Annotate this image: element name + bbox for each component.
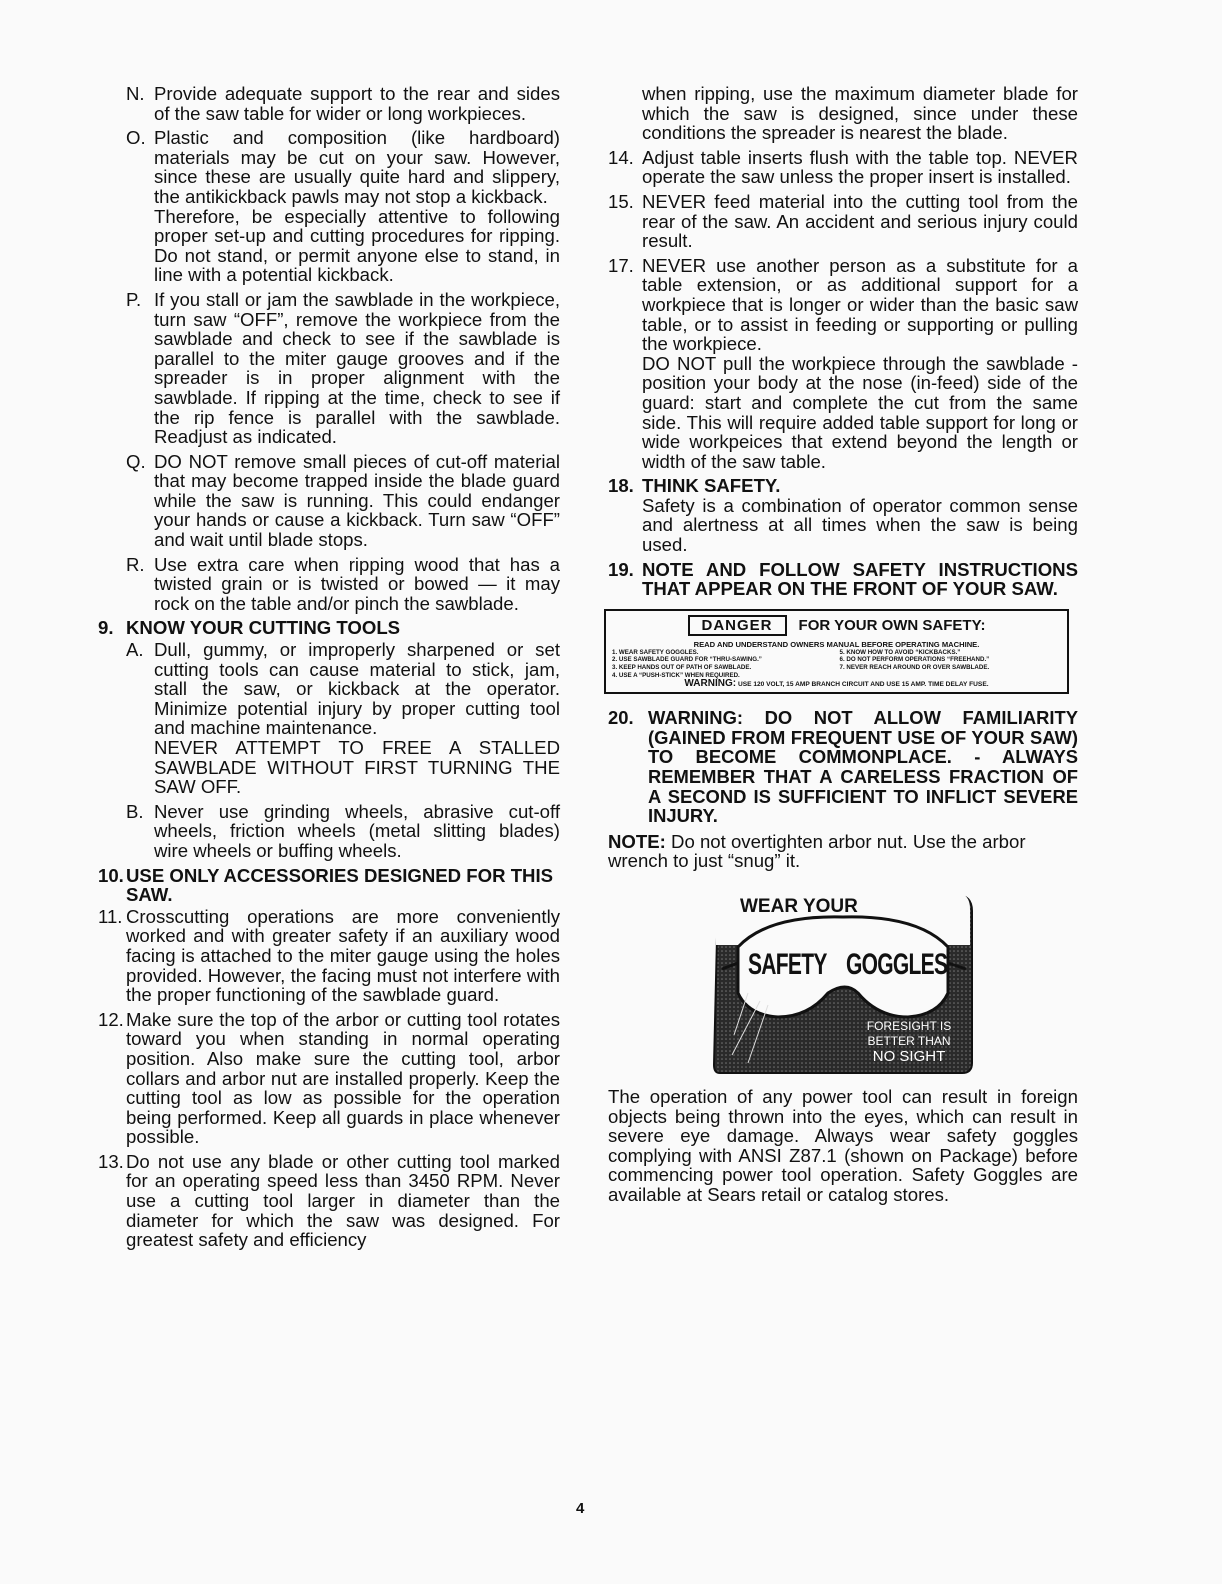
danger-label — [604, 609, 1069, 694]
danger-rule: 3. KEEP HANDS OUT OF PATH OF SAWBLADE. — [612, 664, 752, 672]
danger-rule: 2. USE SAWBLADE GUARD FOR “THRU-SAWING.” — [612, 656, 762, 664]
item-text: Make sure the top of the arbor or cutting tool rotates toward you when standing in normal operating position. Also make sure the cutting tool, arbor collars and arbor nut are installed properly. Keep the cutting tool as low as possible for the operation being performed. Keep all guards in place whenever possible. — [126, 1008, 560, 1148]
numbered-item — [608, 560, 1078, 599]
list-item — [98, 290, 560, 447]
danger-rule: 6. DO NOT PERFORM OPERATIONS “FREEHAND.” — [839, 656, 990, 664]
item-label: A. — [126, 639, 144, 661]
item-text: NEVER feed material into the cutting tool from the rear of the saw. An accident and serious injury could result. — [642, 190, 1078, 252]
numbered-item — [98, 1152, 560, 1250]
numbered-item — [98, 1010, 560, 1147]
goggles-word-goggles: GOGGLES — [846, 947, 948, 981]
warning-text: WARNING: DO NOT ALLOW FAMILIARITY (GAINED FROM FREQUENT USE OF YOUR SAW) TO BECOME COMMONPLACE. - ALWAYS REMEMBER THAT A CARELESS FRACTION OF A SECOND IS SUFFICIENT TO INFLICT SEVERE INJURY. — [648, 707, 1078, 827]
warning-word: WARNING: — [684, 678, 737, 690]
note-label: NOTE: — [608, 830, 666, 852]
list-item — [98, 555, 560, 614]
danger-rules — [612, 649, 1061, 679]
tagline-line: NO SIGHT — [872, 1047, 946, 1065]
item-number: 14. — [608, 146, 634, 168]
item-label: B. — [126, 800, 144, 822]
list-item — [98, 802, 560, 861]
item-number: 12. — [98, 1008, 124, 1030]
section-title: USE ONLY ACCESSORIES DESIGNED FOR THIS SAW. — [126, 864, 554, 906]
section-title: NOTE AND FOLLOW SAFETY INSTRUCTIONS THAT APPEAR ON THE FRONT OF YOUR SAW. — [642, 558, 1078, 600]
danger-intro: READ AND UNDERSTAND OWNERS MANUAL BEFORE OPERATING MACHINE. — [693, 639, 980, 649]
item-number: 17. — [608, 254, 634, 276]
danger-header — [612, 615, 1061, 636]
tagline-line: BETTER THAN — [867, 1033, 951, 1048]
list-item — [98, 128, 560, 285]
left-column — [98, 84, 560, 1251]
closing-paragraph: The operation of any power tool can result in foreign objects being thrown into the eyes, which can result in severe eye damage. Always wear safety goggles complying with ANSI Z87.1 (shown on Package) before commencing power tool operation. Safety Goggles are available at Sears retail or catalog stores. — [608, 1085, 1078, 1205]
item-label: R. — [126, 553, 145, 575]
item-label: P. — [126, 288, 142, 310]
item-label: Q. — [126, 450, 146, 472]
item-number: 18. — [608, 475, 634, 497]
item-text: Provide adequate support to the rear and sides of the saw table for wider or long workpieces. — [154, 83, 560, 124]
section-heading — [98, 618, 560, 638]
item-text-continued: NEVER ATTEMPT TO FREE A STALLED SAWBLADE WITHOUT FIRST TURNING THE SAW OFF. — [154, 737, 560, 798]
danger-warning — [612, 679, 1061, 689]
continuation-paragraph — [608, 84, 1078, 143]
item-number: 15. — [608, 190, 634, 212]
item-text: DO NOT remove small pieces of cut-off material that may become trapped inside the blade guard while the saw is running. This could endanger your hands or cause a kickback. Turn saw “OFF” and wait until blade stops. — [154, 450, 560, 551]
danger-rule — [840, 672, 1062, 680]
safety-goggles-graphic — [708, 885, 978, 1075]
item-text: Use extra care when ripping wood that has a twisted grain or is twisted or bowed — it may rock on the table and/or pinch the sawblade. — [154, 553, 560, 614]
item-number: 20. — [608, 707, 634, 729]
danger-rule: 1. WEAR SAFETY GOGGLES. — [612, 648, 699, 656]
section-number: 10. — [98, 864, 124, 886]
item-number: 13. — [98, 1150, 124, 1172]
section-heading — [98, 866, 560, 905]
danger-heading: FOR YOUR OWN SAFETY: — [798, 616, 986, 634]
page-number: 4 — [576, 1500, 585, 1517]
section-title: THINK SAFETY. — [642, 475, 781, 497]
goggles-word-safety: SAFETY — [748, 947, 827, 981]
section-number: 9. — [98, 617, 114, 639]
list-item — [98, 84, 560, 123]
numbered-item — [608, 148, 1078, 187]
numbered-item — [608, 192, 1078, 251]
item-text: Do not use any blade or other cutting tool marked for an operating speed less than 3450 RPM. Never use a cutting tool larger in diameter than the diameter for which the saw was designed. For greatest safety and efficiency — [126, 1150, 560, 1251]
tagline-line: FORESIGHT IS — [866, 1018, 952, 1033]
right-column — [608, 84, 1078, 1205]
warning-text: USE 120 VOLT, 15 AMP BRANCH CIRCUIT AND USE 15 AMP. TIME DELAY FUSE. — [737, 681, 989, 689]
item-label: O. — [126, 127, 146, 149]
numbered-item — [608, 256, 1078, 472]
danger-rule: 7. NEVER REACH AROUND OR OVER SAWBLADE. — [839, 664, 990, 672]
section-title: KNOW YOUR CUTTING TOOLS — [126, 617, 401, 639]
item-text: If you stall or jam the sawblade in the workpiece, turn saw “OFF”, remove the workpiece from the sawblade and check to see if the sawblade is parallel to the miter gauge grooves and if the spreader is in proper alignment with the sawblade. If ripping at the time, check to see if the rip fence is parallel with the sawblade. Readjust as indicated. — [154, 288, 560, 448]
goggles-tagline — [864, 1019, 954, 1064]
item-text-continued: DO NOT pull the workpiece through the sawblade - position your body at the nose (in-feed) side of the guard: start and complete the cut from the same side. This will require added table support for long or wide workpeices that extend beyond the length or width of the saw table. — [642, 352, 1078, 472]
numbered-item — [98, 907, 560, 1005]
note-text: Do not overtighten arbor nut. Use the arbor wrench to just “snug” it. — [608, 830, 1026, 872]
note — [608, 832, 1078, 871]
item-text: Dull, gummy, or improperly sharpened or set cutting tools can cause material to stick, jam, stall the saw, or kickback at the operator. Minimize potential injury by proper cutting tool and machine maintenance. — [154, 639, 560, 739]
item-label: N. — [126, 83, 145, 104]
continuation-text: when ripping, use the maximum diameter blade for which the saw is designed, since under these conditions the spreader is nearest the blade. — [642, 83, 1078, 144]
numbered-item — [608, 476, 1078, 554]
list-item — [98, 452, 560, 550]
item-text-continued: Therefore, be especially attentive to following proper set-up and cutting procedures for ripping. Do not stand, or permit anyone else to stand, in line with a potential kickback. — [154, 205, 560, 286]
danger-badge: DANGER — [688, 615, 787, 636]
danger-rule: 4. USE A “PUSH-STICK” WHEN REQUIRED. — [612, 671, 740, 679]
list-item — [98, 640, 560, 797]
item-text: Plastic and composition (like hardboard) materials may be cut on your saw. However, since these are usually quite hard and slippery, the antikickback pawls may not stop a kickback. — [154, 127, 560, 207]
warning-item — [608, 708, 1078, 826]
item-text: Adjust table inserts flush with the table top. NEVER operate the saw unless the proper insert is installed. — [642, 146, 1078, 188]
danger-rule: 5. KNOW HOW TO AVOID “KICKBACKS.” — [839, 648, 961, 656]
goggles-heading: WEAR YOUR — [740, 895, 858, 917]
item-text: Never use grinding wheels, abrasive cut-off wheels, friction wheels (metal slitting blades) wire wheels or buffing wheels. — [154, 800, 560, 861]
item-number: 11. — [98, 905, 123, 927]
item-text: NEVER use another person as a substitute for a table extension, or as additional support for a workpiece that is longer or wider than the basic saw table, or to assist in feeding or supporting or pulling the workpiece. — [642, 254, 1078, 355]
item-text: Safety is a combination of operator common sense and alertness at all times when the saw is being used. — [642, 494, 1078, 556]
item-number: 19. — [608, 558, 634, 580]
item-text: Crosscutting operations are more conveniently worked and with greater safety if an auxiliary wood facing is attached to the miter gauge using the holes provided. However, the facing must not interfere with the proper functioning of the sawblade guard. — [126, 905, 560, 1006]
